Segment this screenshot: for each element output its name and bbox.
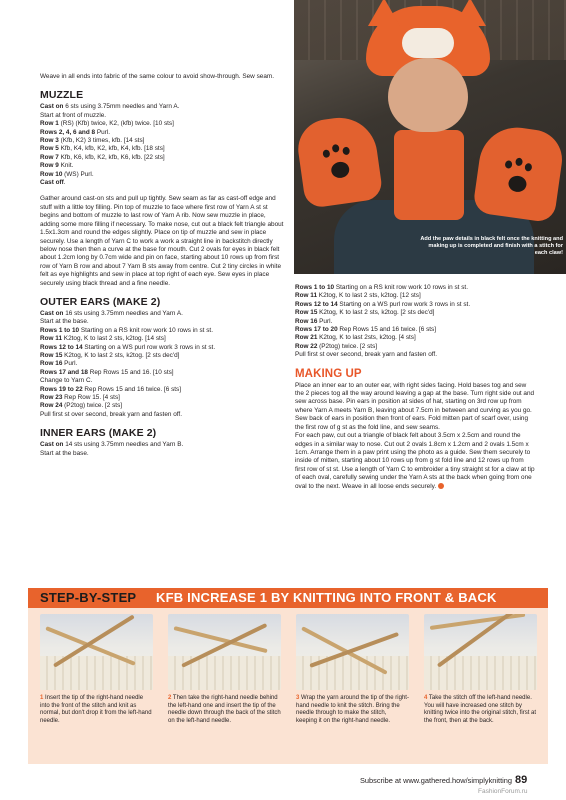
row-text: (P2tog) twice. [2 sts] [62, 402, 123, 410]
step-text: Wrap the yarn around the tip of the right-hand needle to knit the stitch. Bring the needle through to make the stitch, keeping it on the right-hand needle. [296, 695, 409, 724]
row-label: Row 9 [40, 162, 59, 170]
row-label: Rows 17 to 20 [295, 326, 338, 334]
row-text: (RS) (Kfb) twice, K2, (kfb) twice. [10 sts] [58, 120, 174, 128]
row-label: Row 11 [295, 292, 318, 300]
page-footer [360, 776, 527, 785]
step-2 [168, 614, 281, 725]
row-text: Rep Rows 15 and 16 twice. [6 sts] [82, 385, 182, 393]
row-label: Rows 1 to 10 [40, 326, 80, 334]
row-text: Pull first st over second, break yarn and fasten off. [295, 351, 437, 359]
row-text: Rep Row 15. [4 sts] [62, 394, 120, 401]
left-column [40, 73, 284, 458]
instruction-line [40, 402, 284, 410]
making-up-para1: Place an inner ear to an outer ear, with right sides facing. Hold bases tog and sew the 2 pieces tog all the way around leaving a gap at the base. Turn right side out and sew across base. Pin ears in position at sides of hat, starting on 3rd row up from where Yarn A meets Yarn B, leaving about 7.5cm in between and curving as you go. Sew back of ears in position then front of ears. Fold mitten part of scarf over, using the first row of g st as the fold line, and sew seams. [295, 381, 535, 431]
row-label: Rows 12 to 14 [40, 343, 83, 351]
instruction-line [40, 369, 284, 377]
fox-hat-photo [294, 0, 566, 274]
step-2-photo [168, 614, 281, 690]
step-number: 2 [168, 695, 172, 701]
row-text: (P2tog) twice. [2 sts] [317, 342, 378, 350]
step-1-photo [40, 614, 153, 690]
end-mark-icon [438, 483, 444, 489]
instruction-line [40, 394, 284, 402]
row-text: K2tog, K to last 2 sts, k2tog. [12 sts] [317, 292, 421, 300]
row-text: K2tog, K to last 2 sts, k2tog. [2 sts dec'd] [62, 351, 180, 359]
row-label: Row 16 [40, 360, 63, 368]
row-label: Row 21 [295, 334, 318, 342]
row-label: Row 22 [295, 342, 318, 350]
row-label: Rows 1 to 10 [295, 284, 335, 291]
instruction-line [40, 360, 284, 368]
instruction-line [40, 441, 284, 449]
row-text: K2tog, K to last 2sts, k2tog. [4 sts] [317, 334, 416, 342]
instruction-line [40, 327, 284, 335]
instruction-line [40, 179, 284, 187]
right-column [295, 284, 535, 491]
row-text: Change to Yarn C. [40, 377, 93, 385]
instruction-line [295, 318, 535, 326]
instruction-line [295, 343, 535, 351]
row-label: Row 16 [295, 317, 318, 325]
row-label: Row 3 [40, 137, 59, 145]
step-4 [424, 614, 537, 725]
row-label: Row 5 [40, 145, 59, 153]
instruction-line [295, 301, 535, 309]
inner-ears-continued [295, 284, 535, 360]
step-number: 4 [424, 695, 428, 701]
muzzle-heading: MUZZLE [40, 89, 84, 102]
instruction-line [295, 309, 535, 317]
instruction-line [40, 335, 284, 343]
row-text: Pull first st over second, break yarn and fasten off. [40, 410, 182, 418]
instruction-line [40, 318, 284, 326]
row-label: Rows 17 and 18 [40, 368, 88, 376]
row-label: Rows 19 to 22 [40, 385, 83, 393]
instruction-line [40, 310, 284, 318]
row-text: Rep Rows 15 and 16 twice. [6 sts] [337, 326, 437, 334]
instruction-line [40, 352, 284, 360]
instruction-line [40, 411, 284, 419]
instruction-line [40, 154, 284, 162]
row-label: Row 1 [40, 120, 59, 128]
outer-ears-instructions [40, 310, 284, 419]
muzzle-paragraph: Gather around cast-on sts and pull up tightly. Sew seam as far as cast-off edge and stuff with a little toy filling. Pin top of muzzle to face where first row of Yarn A st st begins and bottom of muzzle to last row of Yarn A rib. Now sew muzzle in place, adding some more filling if necessary. To make nose, cut out a black felt triangle about 1.5x1.3cm and round the edges slightly. Place on tip of muzzle and sew in place securely. Use a length of Yarn C to work a work a straight line in backstitch directly below nose then then a curve at the base for mouth. Cut 2 ovals for eyes in black felt about 1.2cm long by 0.7cm wide and pin on face, starting about 10 rows up from first row of Yarn B row and about 7 Yarn B sts away from centre. Cut 2 tiny circles in white felt as eye highlights and sew in place at top right of each eye. Sew eyes in place securely using black thread and a fine needle. [40, 195, 284, 287]
row-text: K2tog, K to last 2 sts, k2tog. [14 sts] [62, 335, 166, 343]
row-label: Cast on [40, 441, 64, 449]
instruction-line [40, 145, 284, 153]
instruction-line [40, 120, 284, 128]
row-label: Row 15 [295, 309, 318, 317]
row-label: Row 10 [40, 170, 63, 178]
instruction-line [295, 351, 535, 359]
step-by-step-label: STEP-BY-STEP [40, 590, 137, 605]
making-up-para2: For each paw, cut out a triangle of black felt about 3.5cm x 2.5cm and round the edges in a similar way to nose. Cut out 2 ovals 1.8cm x 1.2cm and 2 ovals 1.5cm x 1cm. Arrange them in a paw print using the photo as a guide. Sew them securely to inside of mitten, starting about 10 rows up from g st fold line and 12 rows up from first row of st st. Use a length of Yarn C to embroider a tiny straight st for a claw at tip of each oval, carefully sewing under the Yarn A sts at the back when going from one oval to the next. Weave in all loose ends securely. [295, 432, 535, 490]
row-label: Cast on [40, 309, 64, 317]
instruction-line [40, 137, 284, 145]
instruction-line [40, 377, 284, 385]
page-number: 89 [515, 774, 528, 786]
instruction-line [40, 162, 284, 170]
row-text: 6 sts using 3.75mm needles and Yarn A. [63, 103, 180, 111]
row-text: (WS) Purl. [62, 170, 94, 178]
row-text: Purl. [95, 128, 110, 136]
row-text: Starting on a WS purl row work 3 rows in st st. [82, 343, 216, 351]
row-label: Row 23 [40, 394, 63, 401]
step-text: Insert the tip of the right-hand needle into the front of the stitch and knit as normal, but don't drop it from the left-hand needle. [40, 695, 152, 724]
row-text: Starting on a WS purl row work 3 rows in st st. [337, 300, 471, 308]
intro-text: Weave in all ends into fabric of the same colour to avoid show-through. Sew seam. [40, 73, 274, 80]
step-number: 1 [40, 695, 44, 701]
step-3-photo [296, 614, 409, 690]
row-text: Starting on a RS knit row work 10 rows in st st. [334, 284, 468, 291]
row-text: Purl. [317, 317, 333, 325]
row-text: Start at the base. [40, 318, 89, 326]
step-1 [40, 614, 153, 725]
row-label: Rows 12 to 14 [295, 300, 338, 308]
row-text: Rep Rows 15 and 16. [10 sts] [87, 368, 174, 376]
row-text: (Kfb, K2) 3 times, kfb. [14 sts] [58, 137, 145, 145]
inner-ears-instructions [40, 441, 284, 458]
step-by-step-header [28, 588, 548, 608]
row-text: 14 sts using 3.75mm needles and Yarn B. [63, 441, 184, 449]
step-text: Take the stitch off the left-hand needle. You will have increased one stitch by knitting twice into the original stitch, first at the front, then at the back. [424, 695, 537, 724]
step-4-photo [424, 614, 537, 690]
outer-ears-heading: OUTER EARS (MAKE 2) [40, 295, 161, 308]
watermark: FashionForum.ru [478, 788, 528, 795]
step-by-step-title: KFB INCREASE 1 BY KNITTING INTO FRONT & BACK [156, 590, 497, 605]
row-label: Row 11 [40, 335, 63, 343]
instruction-line [40, 450, 284, 458]
row-text: Start at the base. [40, 449, 89, 457]
subscribe-link[interactable]: Subscribe at www.gathered.how/simplyknitting [360, 776, 512, 785]
row-text: . [63, 179, 66, 187]
making-up-heading: MAKING UP [295, 367, 362, 380]
instruction-line [295, 284, 535, 292]
row-label: Cast on [40, 103, 64, 111]
row-label: Row 7 [40, 153, 59, 161]
instruction-line [295, 326, 535, 334]
row-text: Knit. [58, 162, 74, 170]
row-text: Starting on a RS knit row work 10 rows in st st. [79, 326, 213, 334]
instruction-line [40, 112, 284, 120]
instruction-line [295, 292, 535, 300]
instruction-line [295, 334, 535, 342]
instruction-line [40, 344, 284, 352]
row-text: K2tog, K to last 2 sts, k2tog. [2 sts dec'd] [317, 309, 435, 317]
muzzle-instructions [40, 103, 284, 187]
instruction-line [40, 171, 284, 179]
step-3 [296, 614, 409, 725]
inner-ears-heading: INNER EARS (MAKE 2) [40, 427, 157, 440]
row-text: Start at front of muzzle. [40, 111, 107, 119]
row-text: Purl. [62, 360, 78, 368]
row-label: Row 24 [40, 402, 63, 410]
row-text: Kfb, K4, kfb, K2, kfb, K4, kfb. [18 sts] [58, 145, 165, 153]
instruction-line [40, 103, 284, 111]
row-text: Kfb, K6, kfb, K2, kfb, K6, kfb. [22 sts] [58, 153, 165, 161]
instruction-line [40, 129, 284, 137]
step-text: Then take the right-hand needle behind the left-hand one and insert the tip of the needle down through the back of the stitch on the left-hand needle. [168, 695, 281, 724]
row-label: Rows 2, 4, 6 and 8 [40, 128, 96, 136]
row-label: Row 15 [40, 351, 63, 359]
photo-caption: Add the paw details in black felt once the knitting and making up is completed and finish with a stitch for each claw! [420, 236, 563, 256]
row-label: Cast off [40, 179, 64, 187]
instruction-line [40, 386, 284, 394]
step-number: 3 [296, 695, 300, 701]
row-text: 16 sts using 3.75mm needles and Yarn A. [63, 309, 183, 317]
